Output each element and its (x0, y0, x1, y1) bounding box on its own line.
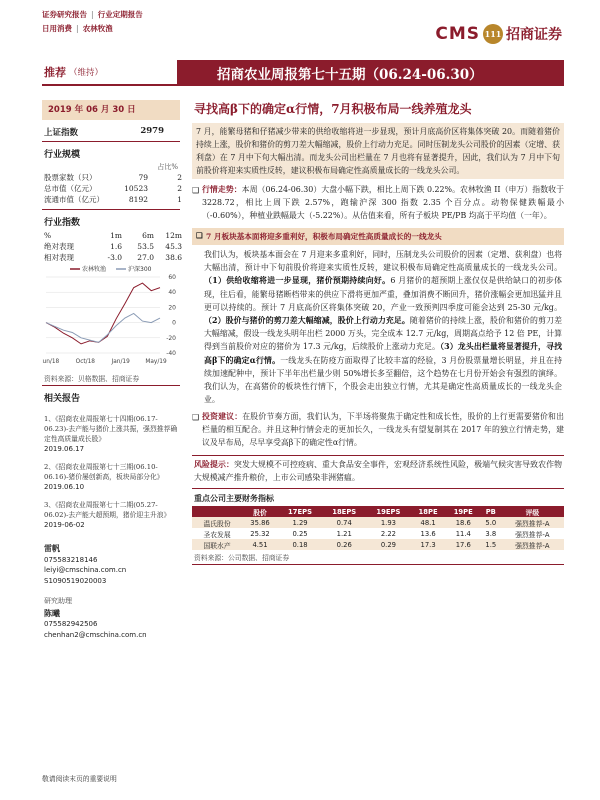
index-chart-svg (42, 263, 178, 367)
table-title: 重点公司主要财务指标 (192, 488, 564, 506)
page-header (42, 8, 562, 58)
analyst-cert: S1090519020003 (44, 576, 107, 585)
summary-box: 7 月，能繁母猪和仔猪减少带来的供给收缩将进一步显现，预计月底高价区将集体突破 20。而随着猪价持续上涨，股价和猪价的剪刀差大幅缩减，股价上行动力充足。同时压制龙头公司股价的因素（定增、获利盘）在 7 月中下旬大幅出清。而龙头公司出栏量在 7 月也将有显著提升，因此，我们认为 7 月中下旬前股价将迎来实质性反转，建议积极布局确定性高质量成长的一线龙头公司。 (192, 123, 564, 179)
footer-note: 敬请阅读末页的重要说明 (42, 775, 117, 783)
analyst-phone: 075583218146 (44, 555, 98, 564)
legend-label: 农林牧渔 (82, 266, 107, 273)
header-line-2: 日用消费 | 农林牧渔 (42, 24, 113, 33)
table-source: 资料来源：公司数据、招商证券 (192, 550, 564, 565)
analyst-name: 雷帆 (44, 544, 60, 553)
related-report[interactable]: 3、《招商农业周报第七十二期(05.27-06.02)-去产能大超预期，猪价迎主升浪》 2019-06-02 (44, 501, 171, 529)
header-line-1: 证券研究报告 | 行业定期报告 (42, 10, 143, 19)
advice-bullet: ❑ 投资建议：在股价节奏方面，我们认为，下半场将聚焦于确定性和成长性，股价的上行更需要猪价和出栏量的相互配合。并且这种行情会走的更加长久，一线龙头有望复制其在 2017 年的独立行情走势，建议及早布局，尽早享受高β下的确定性α行情。 (192, 412, 564, 448)
scale-row: 流通市值（亿元） 8192 1 (44, 195, 182, 204)
assistant-name: 陈曦 (44, 608, 60, 618)
rating: 推荐 (44, 66, 66, 79)
y-tick-label: 20 (168, 304, 176, 312)
report-date: 2019 年 06 月 30 日 (42, 100, 180, 120)
table-row: 国联水产 4.51 0.18 0.26 0.29 17.3 17.6 1.5 强烈推荐-A (192, 539, 564, 550)
scale-share-label: 占比% (157, 163, 178, 171)
related-report[interactable]: 1、《招商农业周报第七十四期(06.17-06.23)-去产能与猪价上涨共振，强烈推荐确定性高质量成长股》 2019.06.17 (44, 415, 178, 453)
assistant-email[interactable]: chenhan2@cmschina.com.cn (44, 630, 147, 639)
x-tick-label: Jun/18 (42, 359, 60, 365)
financial-table (192, 506, 564, 550)
analyst-info (42, 544, 180, 640)
market-bullet: ❑ 行情走势：本周（06.24-06.30）大盘小幅下跌，相比上周下跌 0.22%。农林牧渔 II（申万）指数收于 3228.72，相比上周下跌 2.57%，跑输沪深 300 指数 2.35 个百分点。动物保健跌幅最小（-0.60%），种植业跌幅最大（-5.22%）。从估值来看，所有子板块 PE/PB 均高于平均值（一年）。 (192, 185, 564, 220)
cms-logo: CMS 111 招商证券 (435, 24, 562, 44)
perf-row: 绝对表现 1.6 53.5 45.3 (44, 242, 182, 251)
checkbox-icon: ❑ (192, 413, 200, 423)
x-tick-label: Oct/18 (75, 359, 96, 365)
checkbox-icon: ❑ (192, 186, 200, 195)
y-tick-label: 60 (168, 274, 176, 281)
report-title: 招商农业周报第七十五期（06.24-06.30） (217, 67, 483, 83)
logo-seal-icon: 111 (483, 24, 503, 44)
table-row: 圣农发展 25.32 0.25 1.21 2.22 13.6 11.4 3.8 强烈推荐-A (203, 529, 550, 539)
related-report[interactable]: 2、《招商农业周报第七十三期(06.10-06.16)-猪价屡创新高，板块局部分化》 2019.06.10 (44, 463, 164, 491)
perf-heading: 行业指数 (44, 218, 81, 228)
y-tick-label: 0 (172, 319, 176, 327)
table-row: 温氏股份 35.86 1.29 0.74 1.93 48.1 18.6 5.0 强烈推荐-A (192, 517, 564, 528)
y-tick-label: -40 (166, 350, 176, 357)
chart-source: 资料来源：贝格数据、招商证券 (42, 367, 180, 386)
assistant-phone: 075582942506 (44, 620, 98, 628)
rating-sub: （维持） (69, 68, 104, 78)
related-heading: 相关报告 (44, 394, 81, 404)
perf-row: 相对表现 -3.0 27.0 38.6 (44, 253, 182, 262)
rating-box (42, 60, 177, 86)
scale-row: 股票家数（只） 79 2 (44, 173, 182, 182)
related-reports (42, 414, 180, 530)
scale-heading: 行业规模 (44, 150, 81, 160)
index-chart (42, 263, 178, 367)
index-row: 上证指数 2979 (42, 120, 180, 142)
analyst-email[interactable]: leiyi@cmschina.com.cn (44, 566, 127, 574)
assistant-label: 研究助理 (44, 597, 72, 605)
body-paragraph: 我们认为，板块基本面会在 7 月迎来多重利好，同时，压制龙头公司股价的因素（定增、获利盘）也将大幅出清，预计中下旬前股价将迎来实质性反转，建议积极布局确定性高质量成长的一线龙头公司。（1）供给收缩将进一步显现，猪价预期持续向好。6 月猪价的超预期上涨仅仅是供给缺口的初步体现，往后看，能繁母猪断档带来的供应下滑将更加严重，叠加消费不断回升，猪价涨幅会更加迅猛并且更可以持续的。预计 7 月底高价区将集体突破 20，产业一致预判四季度可能会达到 25-30 元/kg。（2）股价与猪价的剪刀差大幅缩减，股价上行动力充足。随着猪价的持续上涨，股价和猪价的剪刀差大幅缩减，假设一线龙头明年出栏 2000 万头，完全成本 12.7 元/kg，周期高点给予 12 倍 PE，计算得到当前股价对应的猪价为 17.3 元/kg，后续股价上涨动力充足。（3）龙头出栏量将显著提升，寻找高β下的确定α行情。一线龙头在防疫方面取得了比较丰富的经验，3 月份股票量增长明显，并且在持续加速配种中，预计下半年出栏量少则 50%增长多至翻倍，这个趋势在七月份开始会有强烈的演绎。我们认为，在高猪价的板块性行情下，个股会走出独立行情，尤其是确定性高质量成长的一线龙头企业。 (204, 250, 562, 405)
sub-banner: ❑ 7 月板块基本面将迎多重利好，积极布局确定性高质量成长的一线龙头 (192, 228, 564, 245)
perf-header: % 1m 6m 12m (44, 231, 182, 240)
main-content (192, 90, 564, 565)
headline: 寻找高β下的确定α行情，7月积极布局一线养殖龙头 (194, 102, 472, 116)
checkbox-icon: ❑ (196, 231, 203, 240)
x-tick-label: May/19 (145, 359, 167, 365)
y-tick-label: -20 (166, 334, 176, 342)
sidebar (42, 90, 180, 770)
y-tick-label: 40 (168, 289, 176, 297)
risk-warning: 风险提示：突发大规模不可控疫病、重大食品安全事件，宏观经济系统性风险，极端气候灾害导致农作物大规模减产推升粮价，上市公司感染非洲猪瘟。 (192, 455, 564, 484)
legend-label: 沪深300 (128, 266, 152, 273)
scale-row: 总市值（亿元） 10523 2 (44, 184, 182, 193)
x-tick-label: Jan/19 (111, 359, 130, 365)
table-header-row: 股价 17EPS 18EPS 19EPS 18PE 19PE PB 评级 (192, 506, 564, 517)
